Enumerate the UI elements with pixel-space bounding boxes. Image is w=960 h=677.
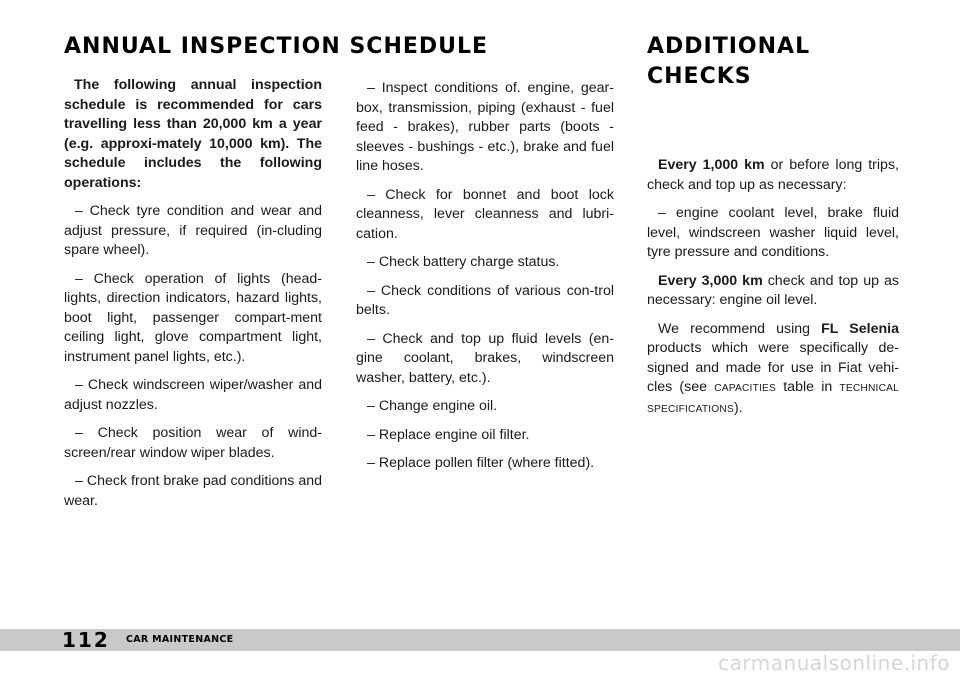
intro-paragraph: The following annual inspection schedule is recommended for cars travelling less than 20,000 km a year (e.g. approxi-mately 10,000 km). The schedule includes the following operations: bbox=[64, 77, 322, 191]
right-column bbox=[647, 156, 899, 428]
brand-name: FL Selenia bbox=[821, 320, 899, 337]
footer-section-name: CAR MAINTENANCE bbox=[126, 634, 234, 645]
paragraph-text: check and top up as necessary: engine oil level. bbox=[647, 272, 899, 308]
paragraph-text: table in bbox=[776, 379, 840, 395]
inspection-item: – Check battery charge status. bbox=[367, 254, 560, 270]
paragraph-text: We recommend using bbox=[658, 320, 822, 337]
page-number: 112 bbox=[62, 628, 110, 652]
inspection-item: – Check conditions of various con-trol belts. bbox=[356, 282, 614, 318]
section-heading-additional-checks bbox=[647, 32, 907, 92]
inspection-item: – Replace pollen filter (where fitted). bbox=[367, 455, 595, 471]
inspection-item: – Check position wear of wind-screen/rear window wiper blades. bbox=[64, 425, 322, 461]
heading-line: CHECKS bbox=[647, 64, 752, 89]
inspection-item: – Check front brake pad conditions and wear. bbox=[64, 473, 322, 509]
paragraph-text: products which were specifically de-signed and made for use in Fiat vehi-cles (see bbox=[647, 340, 899, 395]
inspection-item: – Check operation of lights (head-lights, direction indicators, hazard lights, boot light, passenger compart-ment ceiling light, glove compartment light, instrument panel lights, etc.). bbox=[64, 270, 322, 365]
section-heading-annual-inspection: ANNUAL INSPECTION SCHEDULE bbox=[64, 34, 489, 59]
inspection-item: – Check tyre condition and wear and adjust pressure, if required (in-cluding spare wheel). bbox=[64, 203, 322, 258]
interval-label: Every 1,000 km bbox=[658, 157, 765, 173]
check-paragraph-fluids: – engine coolant level, brake fluid level, windscreen washer liquid level, tyre pressure and conditions. bbox=[647, 205, 899, 260]
middle-column bbox=[356, 79, 614, 483]
inspection-item: – Check windscreen wiper/washer and adjust nozzles. bbox=[64, 377, 322, 413]
interval-label: Every 3,000 km bbox=[658, 272, 763, 289]
check-paragraph-3000km bbox=[647, 272, 899, 311]
cross-reference-technical-specifications: TECHNICAL SPECIFICATIONS bbox=[647, 383, 899, 415]
paragraph-text: ). bbox=[733, 399, 743, 416]
cross-reference-capacities: CAPACITIES bbox=[714, 383, 777, 394]
recommendation-paragraph bbox=[647, 320, 899, 420]
paragraph-text: or before long trips, check and top up as necessary: bbox=[647, 157, 899, 193]
left-column bbox=[64, 76, 322, 520]
check-paragraph-1000km bbox=[647, 156, 899, 195]
inspection-item: – Inspect conditions of. engine, gear-box, transmission, piping (exhaust - fuel feed - brakes), rubber parts (boots - sleeves - bushings - etc.), brake and fuel line hoses. bbox=[356, 80, 614, 174]
heading-line: ADDITIONAL bbox=[647, 34, 811, 59]
inspection-item: – Check for bonnet and boot lock cleanness, lever cleanness and lubri-cation. bbox=[356, 186, 614, 242]
inspection-item: – Change engine oil. bbox=[367, 398, 498, 414]
inspection-item: – Replace engine oil filter. bbox=[367, 426, 530, 443]
inspection-item: – Check and top up fluid levels (en-gine coolant, brakes, windscreen washer, battery, etc.). bbox=[356, 330, 614, 386]
watermark-text: carmanualsonline.info bbox=[718, 651, 950, 675]
